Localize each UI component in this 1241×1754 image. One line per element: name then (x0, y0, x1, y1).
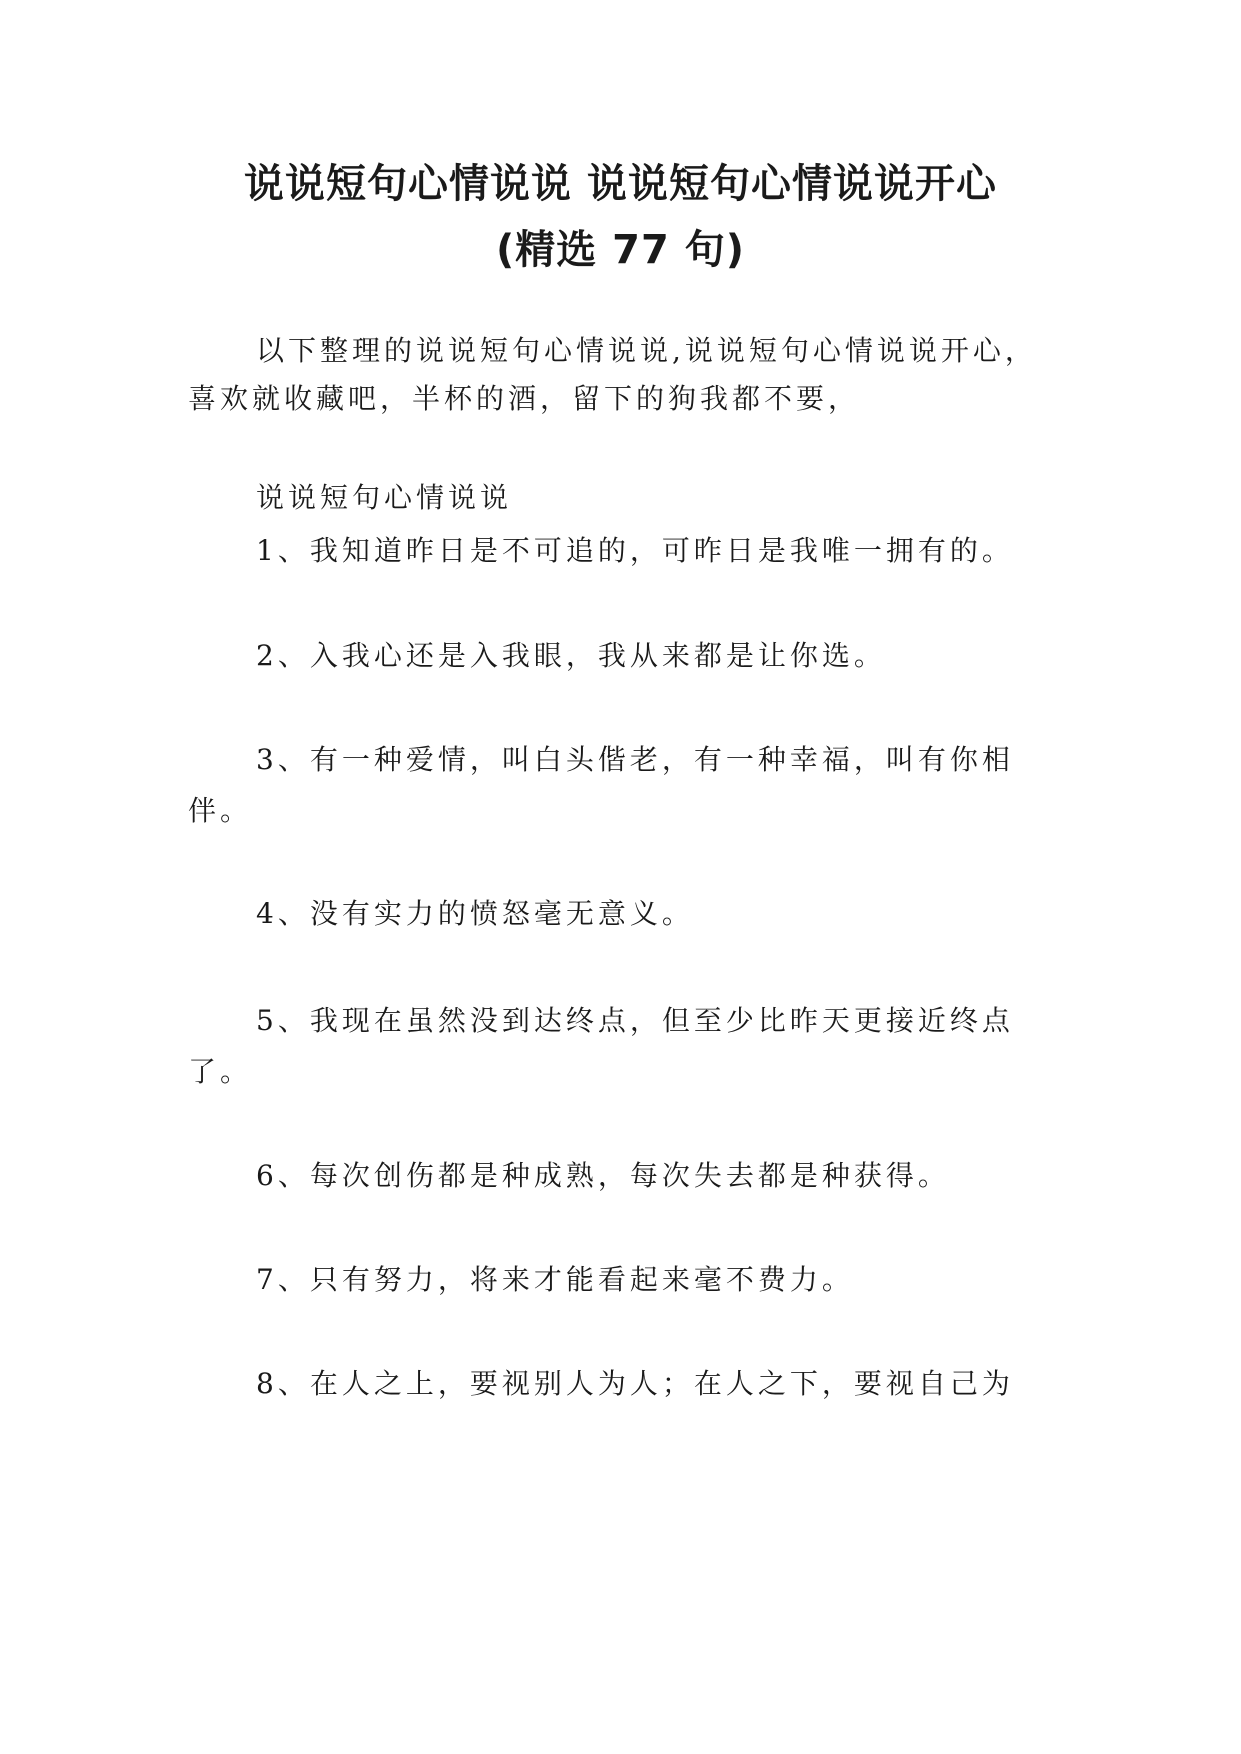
list-item-7: 7、只有努力，将来才能看起来毫不费力。 (256, 1263, 854, 1296)
intro-paragraph-line-1: 以下整理的说说短句心情说说,说说短句心情说说开心， (256, 334, 1037, 367)
list-item-3-continuation: 伴。 (188, 794, 253, 827)
list-item-4: 4、没有实力的愤怒毫无意义。 (256, 897, 694, 930)
list-item-5-continuation: 了。 (188, 1055, 253, 1088)
document-title-line-2: (精选 77 句) (495, 227, 746, 273)
intro-paragraph-line-2: 喜欢就收藏吧，半杯的酒，留下的狗我都不要， (188, 382, 861, 415)
list-item-3: 3、有一种爱情，叫白头偕老，有一种幸福，叫有你相 (256, 743, 1014, 776)
list-item-8: 8、在人之上，要视别人为人；在人之下，要视自己为 (256, 1367, 1014, 1400)
list-item-6: 6、每次创伤都是种成熟，每次失去都是种获得。 (256, 1159, 950, 1192)
list-item-1: 1、我知道昨日是不可追的，可昨日是我唯一拥有的。 (256, 534, 1014, 567)
document-title-line-1: 说说短句心情说说 说说短句心情说说开心 (244, 161, 997, 207)
section-heading: 说说短句心情说说 (256, 481, 513, 514)
list-item-2: 2、入我心还是入我眼，我从来都是让你选。 (256, 639, 886, 672)
list-item-5: 5、我现在虽然没到达终点，但至少比昨天更接近终点 (256, 1004, 1014, 1037)
